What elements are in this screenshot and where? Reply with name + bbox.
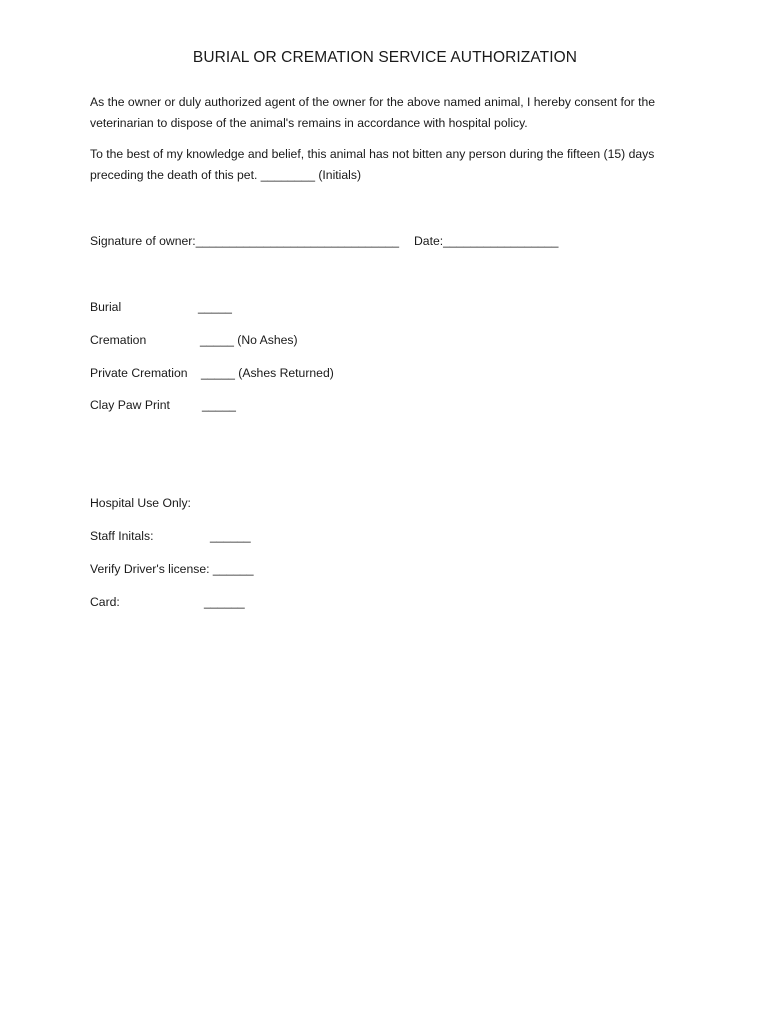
option-private-cremation-label: Private Cremation	[90, 366, 188, 380]
option-burial-blank: _____	[198, 300, 232, 314]
date-field: Date:_________________	[414, 234, 559, 248]
consent-paragraph: As the owner or duly authorized agent of the owner for the above named animal, I hereby consent for the veterinarian to dispose of the animal's remains in accordance with hospital policy.	[90, 95, 656, 130]
owner-signature-field: Signature of owner:______________________________	[90, 234, 400, 248]
option-clay-paw-print-blank: _____	[202, 398, 236, 412]
card-label: Card:	[90, 595, 120, 609]
verify-drivers-license-field: Verify Driver's license: ______	[90, 562, 254, 576]
staff-initials-label: Staff Initals:	[90, 529, 154, 543]
option-private-cremation-blank: _____ (Ashes Returned)	[201, 366, 334, 380]
option-cremation-blank: _____ (No Ashes)	[200, 333, 298, 347]
option-clay-paw-print-label: Clay Paw Print	[90, 398, 170, 412]
card-blank: ______	[204, 595, 245, 609]
option-cremation-label: Cremation	[90, 333, 147, 347]
option-burial-label: Burial	[90, 300, 122, 314]
document-title: BURIAL OR CREMATION SERVICE AUTHORIZATION	[192, 49, 578, 66]
bite-statement-paragraph: To the best of my knowledge and belief, this animal has not bitten any person during the fifteen (15) days preceding the death of this pet. ________ (Initials)	[90, 147, 655, 182]
hospital-use-heading: Hospital Use Only:	[90, 496, 191, 510]
staff-initials-blank: ______	[210, 529, 251, 543]
